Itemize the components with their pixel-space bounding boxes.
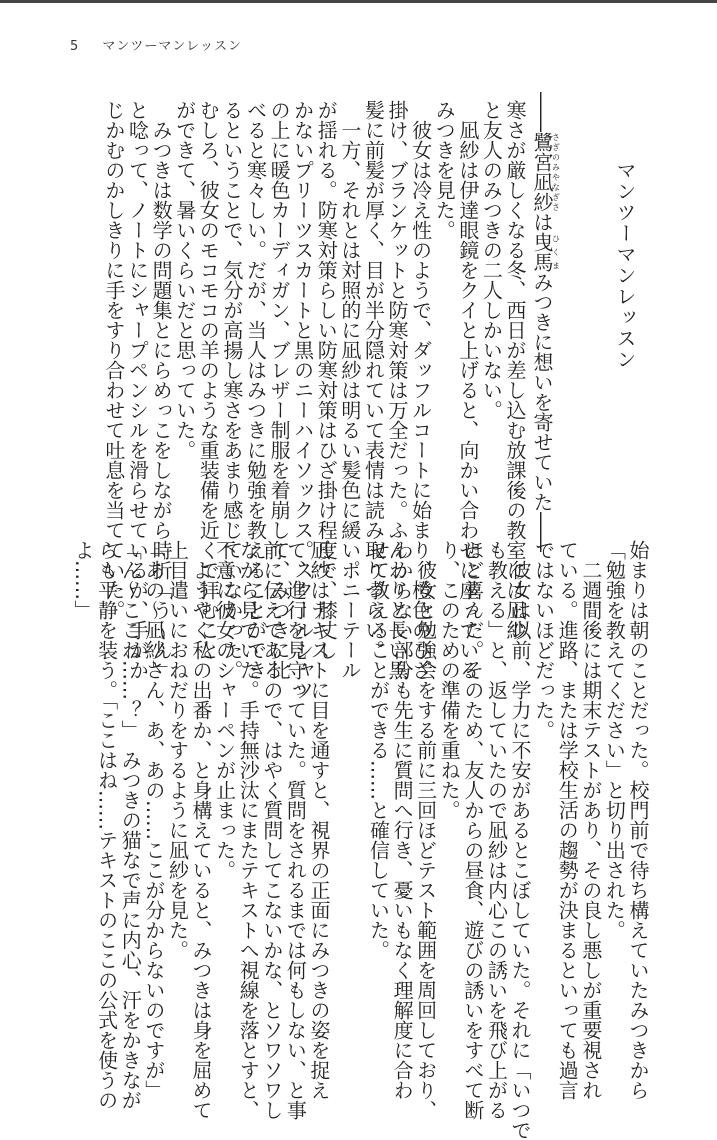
text-line: むしろ、彼女のモコモコの羊のような重装備を近くで拝むこと — [196, 100, 221, 660]
body-text-bottom-left — [70, 540, 331, 1120]
text-line: かないプリーツスカートと黒のニーハイソックス。スクールシャツ — [290, 100, 315, 700]
subtitle-dash-open: ―― — [530, 92, 554, 132]
text-line: せて教えることができる……と確信していた。 — [366, 540, 391, 960]
chapter-subtitle — [530, 92, 560, 552]
text-line: 彼女は冷え性のようで、ダッフルコートに始まり、橙色のひざ — [408, 100, 433, 680]
text-line: 彼女と勉強会をする前に三回ほどテスト範囲を周回しており、 — [413, 540, 438, 1120]
text-line: り、このための準備を重ねた。 — [437, 540, 462, 820]
text-line: 前に伝えてあるので、はやく質問してこないかな、とソワソワし — [259, 540, 284, 1120]
text-line: 寒さが厳しくなる冬、西日が差し込む放課後の教室には凪紗 — [503, 100, 527, 640]
text-line: よ……」 — [71, 540, 96, 620]
text-line: ほど喜んだ。そのため、友人からの昼食、遊びの誘いをすべて断 — [460, 540, 485, 1120]
text-line: 凪紗は伊達眼鏡をクイと上げると、向かい合わせに座っている — [455, 100, 480, 680]
text-line: ではないほどだった。 — [531, 540, 556, 740]
text-line: らも平静を装う。「ここはね……テキストのここの公式を使うの — [94, 540, 119, 1110]
text-line: 「勉強を教えてください」と切り出された。 — [602, 540, 627, 940]
subtitle-rest: みつきに想いを寄せていた — [530, 272, 554, 512]
chapter-title: マンツーマンレッスン — [613, 160, 637, 370]
subtitle-particle: は — [530, 212, 554, 232]
ruby-1: さぎのみやなぎさ — [551, 132, 561, 212]
text-line: るということで、気分が高揚し寒さをあまり感じていなかった。 — [219, 100, 244, 680]
text-line: みつきを見た。 — [432, 100, 457, 240]
text-line: わからない部分も先生に質問へ行き、憂いもなく理解度に合わ — [390, 540, 415, 1100]
text-line: と唸って、ノートにシャープペンシルを滑らせているが、手がか — [125, 100, 150, 680]
text-line: 「ん～ここね……？」 みつきの猫なで声に内心、汗をかきなが — [118, 540, 143, 1110]
text-line: ながら見ていた。手持無沙汰にまたテキストへ視線を落とすと、 — [236, 540, 261, 1120]
text-line: 二週間後には期末テストがあり、その良し悪しが重要視され — [578, 540, 603, 1100]
page-number: 5 — [70, 39, 80, 54]
name-ruby-1 — [530, 132, 561, 212]
text-line: じかむのかしきりに手をすり合わせて吐息を当てていた。 — [101, 100, 126, 620]
text-line: 凪紗はテキストに目を通すと、視界の正面にみつきの姿を捉え — [307, 540, 331, 1100]
text-line: 掛け、ブランケットと防寒対策は万全だった。ふんわりと長い黒 — [385, 100, 410, 680]
text-line: 髪に前髪が厚く、目が半分隠れていて表情は読み取りづらい。 — [361, 100, 386, 660]
text-line: が揺れる。防寒対策らしい防寒対策はひざ掛け程度で、膝丈し — [314, 100, 339, 660]
body-text-bottom-right — [366, 540, 650, 1140]
text-line: みつきは数学の問題集とにらめっこをしながら時折「う～ん」 — [149, 100, 174, 680]
name-1: 鷺宮凪紗 — [530, 132, 554, 212]
ruby-2: ひくま — [551, 232, 561, 272]
text-line: 「あの～凪紗さん、あ、あの……ここが分からないのですが」 — [141, 540, 166, 1100]
text-line: 上目遣いにおねだりをするように凪紗を見た。 — [165, 540, 190, 960]
name-ruby-2 — [530, 232, 561, 272]
text-line: と友人のみつきの二人しかいない。 — [479, 100, 504, 420]
text-line: ようやく私の出番か、と身構えていると、みつきは身を屈めて — [189, 540, 214, 1120]
text-line: て、進行を見守っていた。質問をされるまでは何もしない、と事 — [283, 540, 308, 1120]
text-line: 彼女は以前、学力に不安があるとこぼしていた。それに「いつで — [508, 540, 533, 1140]
text-line: 不意に彼女のシャーペンが止まった。 — [212, 540, 237, 880]
running-title: マンツーマンレッスン — [102, 39, 242, 54]
text-line: の上に暖色カーディガン、ブレザー制服を着崩して、みつきに比 — [267, 100, 292, 680]
name-2: 曳馬 — [530, 232, 554, 272]
text-line: 一方、それとは対照的に凪紗は明るい髪色に緩いポニーテール — [337, 100, 362, 680]
running-header — [70, 35, 242, 54]
text-line: べると寒々しい。だが、当人はみつきに勉強を教えることができ — [243, 100, 268, 680]
top-border — [0, 0, 717, 3]
text-line: ができて、暑いくらいだと思っていた。 — [172, 100, 197, 460]
text-line: も教える」と、返していたので凪紗は内心この誘いを飛び上がる — [484, 540, 509, 1120]
subtitle-dash-close: ―― — [530, 512, 554, 552]
text-line: 始まりは朝のことだった。校門前で待ち構えていたみつきから — [626, 540, 650, 1100]
text-line: ている。進路、または学校生活の趨勢が決まるといっても過言 — [555, 540, 580, 1100]
